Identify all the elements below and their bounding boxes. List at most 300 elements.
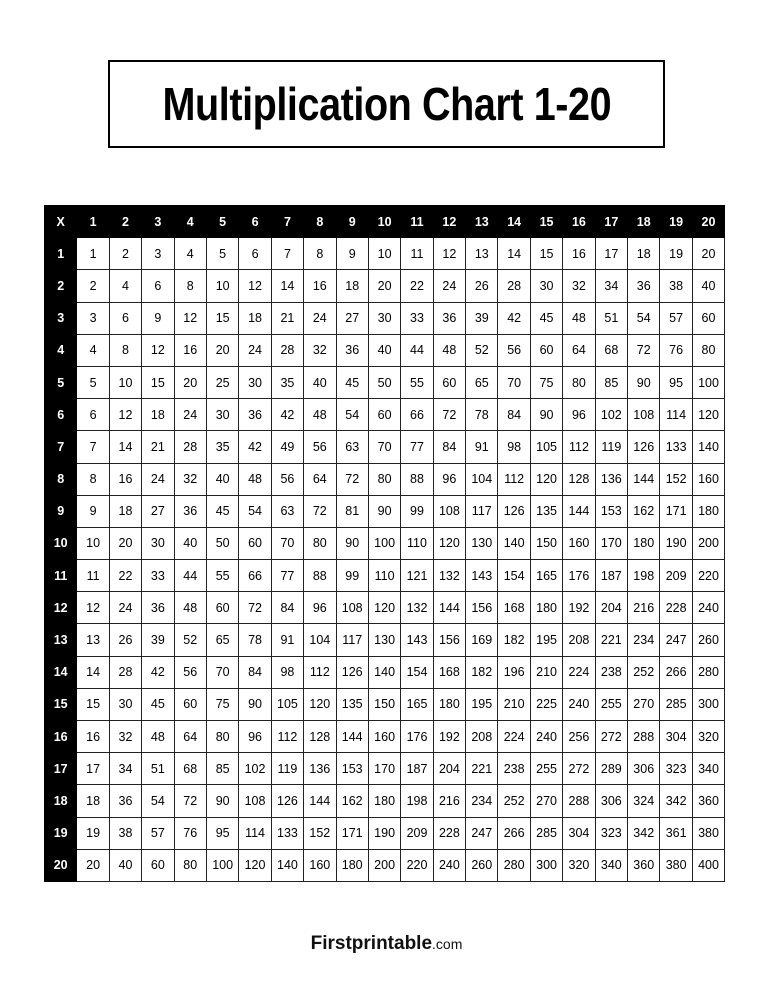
table-cell: 162 (336, 785, 368, 817)
table-cell: 60 (239, 527, 271, 559)
table-row (45, 849, 725, 881)
table-cell: 52 (466, 334, 498, 366)
table-cell: 28 (109, 656, 141, 688)
table-cell: 99 (401, 495, 433, 527)
table-cell: 40 (174, 527, 206, 559)
table-cell: 156 (466, 592, 498, 624)
table-cell: 104 (304, 624, 336, 656)
row-header: 18 (45, 785, 77, 817)
table-row (45, 656, 725, 688)
table-cell: 38 (109, 817, 141, 849)
table-cell: 42 (271, 399, 303, 431)
table-cell: 153 (336, 753, 368, 785)
table-cell: 105 (271, 688, 303, 720)
column-header: 10 (368, 206, 400, 238)
table-cell: 7 (77, 431, 109, 463)
table-cell: 288 (628, 721, 660, 753)
table-cell: 120 (433, 527, 465, 559)
table-cell: 48 (239, 463, 271, 495)
table-cell: 60 (692, 302, 724, 334)
table-cell: 16 (77, 721, 109, 753)
table-cell: 32 (563, 270, 595, 302)
table-cell: 84 (433, 431, 465, 463)
table-cell: 144 (304, 785, 336, 817)
table-cell: 200 (368, 849, 400, 881)
table-cell: 27 (142, 495, 174, 527)
column-header: 17 (595, 206, 627, 238)
table-cell: 36 (142, 592, 174, 624)
table-cell: 306 (595, 785, 627, 817)
table-cell: 209 (401, 817, 433, 849)
table-cell: 255 (595, 688, 627, 720)
table-cell: 30 (530, 270, 562, 302)
column-header: 19 (660, 206, 692, 238)
table-cell: 143 (401, 624, 433, 656)
column-header: 5 (206, 206, 238, 238)
table-cell: 154 (498, 560, 530, 592)
table-cell: 12 (433, 238, 465, 270)
table-cell: 8 (109, 334, 141, 366)
row-header: 19 (45, 817, 77, 849)
table-cell: 152 (660, 463, 692, 495)
table-cell: 323 (660, 753, 692, 785)
table-cell: 45 (142, 688, 174, 720)
column-header: 16 (563, 206, 595, 238)
table-cell: 85 (595, 366, 627, 398)
table-cell: 48 (563, 302, 595, 334)
table-cell: 182 (466, 656, 498, 688)
table-cell: 132 (433, 560, 465, 592)
table-cell: 126 (498, 495, 530, 527)
table-cell: 70 (271, 527, 303, 559)
table-cell: 252 (498, 785, 530, 817)
table-cell: 130 (466, 527, 498, 559)
table-cell: 4 (174, 238, 206, 270)
table-cell: 9 (142, 302, 174, 334)
table-cell: 51 (142, 753, 174, 785)
table-cell: 10 (77, 527, 109, 559)
table-cell: 240 (433, 849, 465, 881)
table-cell: 39 (142, 624, 174, 656)
table-cell: 25 (206, 366, 238, 398)
column-header: 6 (239, 206, 271, 238)
table-cell: 44 (401, 334, 433, 366)
table-cell: 162 (628, 495, 660, 527)
table-row (45, 592, 725, 624)
table-cell: 144 (563, 495, 595, 527)
table-cell: 192 (563, 592, 595, 624)
table-cell: 26 (466, 270, 498, 302)
table-cell: 140 (271, 849, 303, 881)
table-cell: 18 (109, 495, 141, 527)
table-cell: 57 (142, 817, 174, 849)
table-cell: 96 (563, 399, 595, 431)
table-cell: 5 (77, 366, 109, 398)
row-header: 17 (45, 753, 77, 785)
table-cell: 224 (498, 721, 530, 753)
table-cell: 21 (142, 431, 174, 463)
table-cell: 165 (530, 560, 562, 592)
table-cell: 20 (77, 849, 109, 881)
table-row (45, 817, 725, 849)
table-cell: 26 (109, 624, 141, 656)
table-cell: 119 (595, 431, 627, 463)
table-cell: 136 (304, 753, 336, 785)
title-box (108, 60, 665, 148)
table-row (45, 463, 725, 495)
table-cell: 198 (628, 560, 660, 592)
table-cell: 14 (109, 431, 141, 463)
table-cell: 195 (466, 688, 498, 720)
table-cell: 8 (304, 238, 336, 270)
table-cell: 168 (498, 592, 530, 624)
table-cell: 66 (401, 399, 433, 431)
table-row (45, 688, 725, 720)
table-cell: 21 (271, 302, 303, 334)
table-cell: 143 (466, 560, 498, 592)
table-cell: 50 (368, 366, 400, 398)
table-cell: 39 (466, 302, 498, 334)
table-body (45, 238, 725, 882)
table-cell: 289 (595, 753, 627, 785)
table-cell: 80 (563, 366, 595, 398)
table-cell: 180 (433, 688, 465, 720)
table-cell: 65 (466, 366, 498, 398)
table-cell: 171 (336, 817, 368, 849)
table-cell: 182 (498, 624, 530, 656)
table-cell: 260 (692, 624, 724, 656)
table-cell: 150 (368, 688, 400, 720)
table-cell: 240 (692, 592, 724, 624)
table-row (45, 721, 725, 753)
table-cell: 42 (239, 431, 271, 463)
table-cell: 78 (466, 399, 498, 431)
table-cell: 17 (595, 238, 627, 270)
table-cell: 252 (628, 656, 660, 688)
table-cell: 40 (692, 270, 724, 302)
table-cell: 18 (239, 302, 271, 334)
table-cell: 210 (530, 656, 562, 688)
table-cell: 28 (271, 334, 303, 366)
table-cell: 304 (563, 817, 595, 849)
table-cell: 60 (206, 592, 238, 624)
table-cell: 60 (174, 688, 206, 720)
table-cell: 204 (595, 592, 627, 624)
table-cell: 133 (660, 431, 692, 463)
table-cell: 15 (142, 366, 174, 398)
table-cell: 16 (109, 463, 141, 495)
table-cell: 168 (433, 656, 465, 688)
table-cell: 208 (563, 624, 595, 656)
table-cell: 90 (368, 495, 400, 527)
footer-tld: .com (432, 936, 463, 952)
table-cell: 6 (77, 399, 109, 431)
column-header: 1 (77, 206, 109, 238)
table-cell: 32 (109, 721, 141, 753)
table-cell: 126 (336, 656, 368, 688)
table-cell: 112 (563, 431, 595, 463)
table-cell: 16 (563, 238, 595, 270)
table-cell: 176 (563, 560, 595, 592)
row-header: 9 (45, 495, 77, 527)
table-cell: 342 (628, 817, 660, 849)
table-cell: 96 (239, 721, 271, 753)
table-cell: 228 (433, 817, 465, 849)
table-cell: 19 (660, 238, 692, 270)
table-cell: 5 (206, 238, 238, 270)
column-header: 15 (530, 206, 562, 238)
table-cell: 266 (660, 656, 692, 688)
table-row (45, 366, 725, 398)
table-cell: 72 (433, 399, 465, 431)
table-cell: 70 (498, 366, 530, 398)
table-cell: 15 (530, 238, 562, 270)
table-cell: 45 (206, 495, 238, 527)
table-cell: 12 (239, 270, 271, 302)
table-cell: 60 (530, 334, 562, 366)
table-cell: 156 (433, 624, 465, 656)
table-cell: 140 (368, 656, 400, 688)
table-cell: 324 (628, 785, 660, 817)
table-cell: 12 (174, 302, 206, 334)
table-cell: 55 (206, 560, 238, 592)
table-cell: 2 (109, 238, 141, 270)
table-cell: 340 (595, 849, 627, 881)
table-cell: 36 (109, 785, 141, 817)
table-cell: 24 (433, 270, 465, 302)
table-cell: 60 (433, 366, 465, 398)
table-cell: 64 (563, 334, 595, 366)
table-cell: 50 (206, 527, 238, 559)
table-cell: 110 (401, 527, 433, 559)
row-header: 5 (45, 366, 77, 398)
row-header: 2 (45, 270, 77, 302)
table-cell: 300 (692, 688, 724, 720)
table-cell: 24 (109, 592, 141, 624)
table-row (45, 785, 725, 817)
table-cell: 18 (142, 399, 174, 431)
table-cell: 48 (304, 399, 336, 431)
table-cell: 8 (174, 270, 206, 302)
table-cell: 100 (368, 527, 400, 559)
table-cell: 120 (304, 688, 336, 720)
table-cell: 36 (628, 270, 660, 302)
row-header: 4 (45, 334, 77, 366)
table-cell: 225 (530, 688, 562, 720)
table-cell: 77 (401, 431, 433, 463)
table-cell: 285 (530, 817, 562, 849)
table-cell: 10 (206, 270, 238, 302)
table-row (45, 302, 725, 334)
table-cell: 196 (498, 656, 530, 688)
table-cell: 210 (498, 688, 530, 720)
table-cell: 84 (498, 399, 530, 431)
table-cell: 360 (628, 849, 660, 881)
column-header: 11 (401, 206, 433, 238)
footer-brand: Firstprintable (310, 933, 433, 954)
table-cell: 3 (77, 302, 109, 334)
table-cell: 108 (336, 592, 368, 624)
table-cell: 72 (336, 463, 368, 495)
table-cell: 35 (271, 366, 303, 398)
table-cell: 95 (206, 817, 238, 849)
column-header: 20 (692, 206, 724, 238)
table-cell: 13 (466, 238, 498, 270)
table-cell: 72 (239, 592, 271, 624)
table-cell: 77 (271, 560, 303, 592)
table-cell: 128 (304, 721, 336, 753)
table-cell: 208 (466, 721, 498, 753)
table-cell: 8 (77, 463, 109, 495)
table-cell: 342 (660, 785, 692, 817)
multiplication-table (44, 205, 725, 882)
table-cell: 288 (563, 785, 595, 817)
table-cell: 3 (142, 238, 174, 270)
table-cell: 98 (498, 431, 530, 463)
table-cell: 171 (660, 495, 692, 527)
table-cell: 240 (563, 688, 595, 720)
table-cell: 90 (628, 366, 660, 398)
table-cell: 88 (401, 463, 433, 495)
table-cell: 16 (304, 270, 336, 302)
table-cell: 68 (174, 753, 206, 785)
table-cell: 12 (109, 399, 141, 431)
table-cell: 56 (498, 334, 530, 366)
table-cell: 209 (660, 560, 692, 592)
table-cell: 90 (239, 688, 271, 720)
table-cell: 170 (595, 527, 627, 559)
footer (0, 933, 773, 955)
table-cell: 76 (660, 334, 692, 366)
table-cell: 27 (336, 302, 368, 334)
table-cell: 65 (206, 624, 238, 656)
table-cell: 40 (368, 334, 400, 366)
table-cell: 57 (660, 302, 692, 334)
table-cell: 160 (563, 527, 595, 559)
table-cell: 10 (109, 366, 141, 398)
table-cell: 64 (304, 463, 336, 495)
row-header: 12 (45, 592, 77, 624)
table-cell: 108 (239, 785, 271, 817)
table-cell: 169 (466, 624, 498, 656)
table-cell: 36 (433, 302, 465, 334)
table-cell: 84 (271, 592, 303, 624)
table-cell: 105 (530, 431, 562, 463)
table-cell: 44 (174, 560, 206, 592)
table-row (45, 399, 725, 431)
table-cell: 15 (206, 302, 238, 334)
table-cell: 144 (433, 592, 465, 624)
table-cell: 24 (142, 463, 174, 495)
table-cell: 221 (466, 753, 498, 785)
table-cell: 40 (304, 366, 336, 398)
table-cell: 132 (401, 592, 433, 624)
table-cell: 126 (628, 431, 660, 463)
table-cell: 121 (401, 560, 433, 592)
row-header: 20 (45, 849, 77, 881)
table-cell: 6 (109, 302, 141, 334)
table-cell: 119 (271, 753, 303, 785)
table-cell: 120 (692, 399, 724, 431)
table-cell: 91 (271, 624, 303, 656)
table-cell: 90 (336, 527, 368, 559)
table-cell: 14 (77, 656, 109, 688)
table-cell: 85 (206, 753, 238, 785)
column-header: 3 (142, 206, 174, 238)
table-row (45, 495, 725, 527)
table-row (45, 624, 725, 656)
table-cell: 126 (271, 785, 303, 817)
table-cell: 180 (336, 849, 368, 881)
table-cell: 48 (433, 334, 465, 366)
table-cell: 32 (174, 463, 206, 495)
table-row (45, 334, 725, 366)
row-header: 7 (45, 431, 77, 463)
table-cell: 306 (628, 753, 660, 785)
table-cell: 30 (109, 688, 141, 720)
table-cell: 80 (304, 527, 336, 559)
table-cell: 260 (466, 849, 498, 881)
table-cell: 34 (109, 753, 141, 785)
table-cell: 70 (206, 656, 238, 688)
table-cell: 81 (336, 495, 368, 527)
table-cell: 320 (563, 849, 595, 881)
table-cell: 14 (271, 270, 303, 302)
table-cell: 128 (563, 463, 595, 495)
table-cell: 200 (692, 527, 724, 559)
table-cell: 135 (336, 688, 368, 720)
table-cell: 11 (77, 560, 109, 592)
table-cell: 190 (660, 527, 692, 559)
table-cell: 133 (271, 817, 303, 849)
table-cell: 152 (304, 817, 336, 849)
table-cell: 63 (271, 495, 303, 527)
table-cell: 12 (142, 334, 174, 366)
table-row (45, 238, 725, 270)
table-cell: 90 (206, 785, 238, 817)
table-cell: 20 (368, 270, 400, 302)
table-cell: 84 (239, 656, 271, 688)
table-cell: 300 (530, 849, 562, 881)
table-cell: 54 (239, 495, 271, 527)
table-row (45, 527, 725, 559)
table-cell: 176 (401, 721, 433, 753)
table-cell: 180 (530, 592, 562, 624)
table-cell: 80 (692, 334, 724, 366)
table-cell: 75 (530, 366, 562, 398)
table-cell: 104 (466, 463, 498, 495)
table-cell: 35 (206, 431, 238, 463)
table-cell: 96 (304, 592, 336, 624)
table-cell: 153 (595, 495, 627, 527)
row-header: 16 (45, 721, 77, 753)
row-header: 1 (45, 238, 77, 270)
table-cell: 30 (239, 366, 271, 398)
table-cell: 100 (206, 849, 238, 881)
table-cell: 18 (336, 270, 368, 302)
table-cell: 36 (239, 399, 271, 431)
table-cell: 2 (77, 270, 109, 302)
table-cell: 6 (142, 270, 174, 302)
table-cell: 120 (239, 849, 271, 881)
table-cell: 90 (530, 399, 562, 431)
table-cell: 165 (401, 688, 433, 720)
table-cell: 20 (692, 238, 724, 270)
table-cell: 4 (77, 334, 109, 366)
table-cell: 255 (530, 753, 562, 785)
table-cell: 228 (660, 592, 692, 624)
table-cell: 234 (466, 785, 498, 817)
